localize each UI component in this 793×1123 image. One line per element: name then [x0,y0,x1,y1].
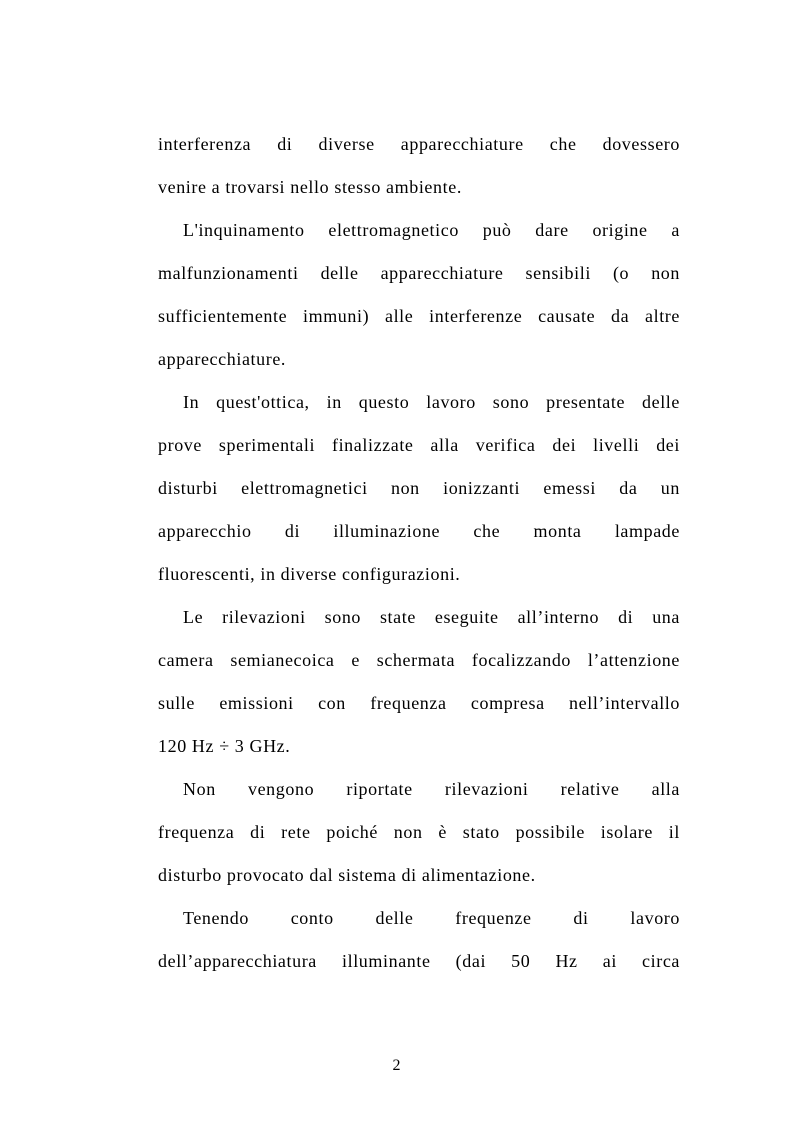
text-line: camera semianecoica e schermata focalizzando l’attenzione [158,650,680,670]
text-line: fluorescenti, in diverse configurazioni. [158,564,461,584]
text-line: sulle emissioni con frequenza compresa nell’intervallo [158,693,680,713]
text-line: interferenza di diverse apparecchiature che dovessero [158,134,680,154]
text-line: apparecchiature. [158,349,287,369]
text-line: sufficientemente immuni) alle interferenze causate da altre [158,306,680,326]
text-line: L'inquinamento elettromagnetico può dare origine a [183,220,680,240]
text-line: disturbo provocato dal sistema di alimentazione. [158,865,536,885]
text-line: malfunzionamenti delle apparecchiature sensibili (o non [158,263,680,283]
text-line: dell’apparecchiatura illuminante (dai 50 Hz ai circa [158,951,680,971]
page-number: 2 [392,1057,401,1074]
text-line: venire a trovarsi nello stesso ambiente. [158,177,462,197]
text-line: In quest'ottica, in questo lavoro sono presentate delle [183,392,680,412]
body-text [158,123,680,983]
text-line: apparecchio di illuminazione che monta lampade [158,521,680,541]
text-line: Tenendo conto delle frequenze di lavoro [183,908,680,928]
text-line: Non vengono riportate rilevazioni relative alla [183,779,680,799]
text-line: 120 Hz ÷ 3 GHz. [158,736,291,756]
text-line: disturbi elettromagnetici non ionizzanti emessi da un [158,478,680,498]
text-line: prove sperimentali finalizzate alla verifica dei livelli dei [158,435,680,455]
text-line: frequenza di rete poiché non è stato possibile isolare il [158,822,680,842]
text-line: Le rilevazioni sono state eseguite all’interno di una [183,607,680,627]
